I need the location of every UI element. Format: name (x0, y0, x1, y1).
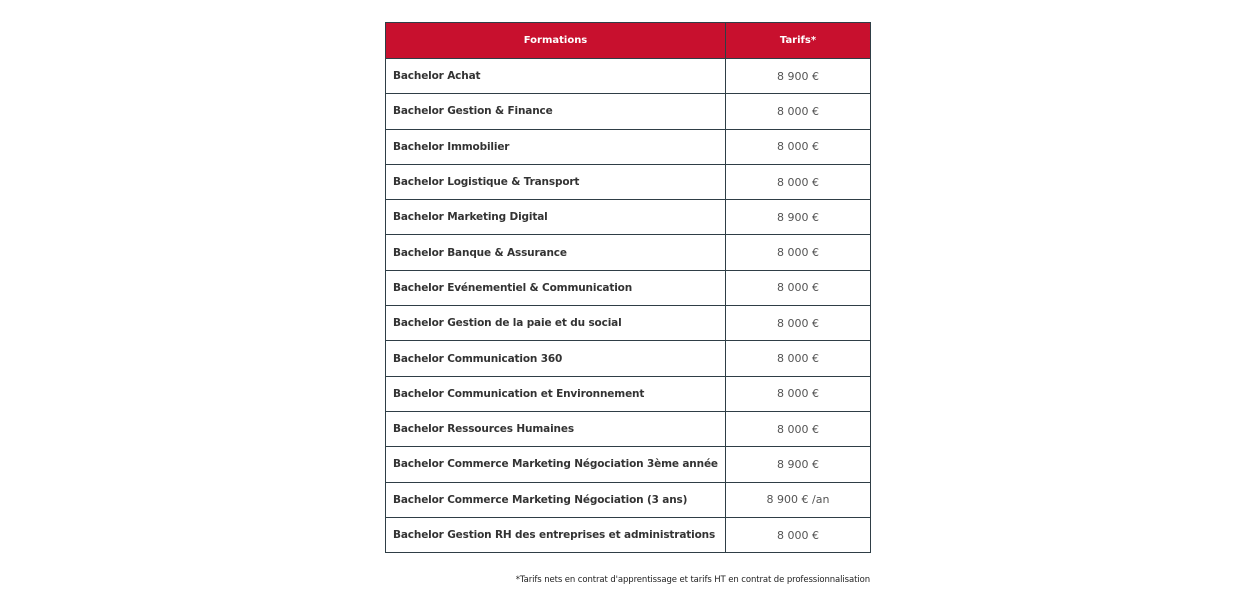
footnote: *Tarifs nets en contrat d'apprentissage et tarifs HT en contrat de professionnalisation (515, 575, 870, 585)
formation-cell: Bachelor Ressources Humaines (386, 411, 726, 446)
tarif-cell: 8 900 € /an (726, 482, 871, 517)
tarif-cell: 8 000 € (726, 411, 871, 446)
tarif-cell: 8 000 € (726, 129, 871, 164)
header-formations: Formations (386, 23, 726, 59)
table-row (386, 411, 871, 446)
table-row (386, 129, 871, 164)
formation-cell: Bachelor Communication 360 (386, 341, 726, 376)
formation-cell: Bachelor Commerce Marketing Négociation 3ème année (386, 447, 726, 482)
table-row (386, 306, 871, 341)
formation-cell: Bachelor Evénementiel & Communication (386, 270, 726, 305)
tarif-cell: 8 900 € (726, 59, 871, 94)
tarif-cell: 8 000 € (726, 94, 871, 129)
table-row (386, 482, 871, 517)
formation-cell: Bachelor Marketing Digital (386, 200, 726, 235)
table-body (386, 59, 871, 553)
formation-cell: Bachelor Communication et Environnement (386, 376, 726, 411)
table-header (386, 23, 871, 59)
formation-cell: Bachelor Banque & Assurance (386, 235, 726, 270)
table-row (386, 376, 871, 411)
header-row (386, 23, 871, 59)
tarifs-table (385, 22, 871, 553)
tarif-cell: 8 000 € (726, 517, 871, 552)
tarif-cell: 8 900 € (726, 200, 871, 235)
tarif-cell: 8 000 € (726, 164, 871, 199)
table-row (386, 164, 871, 199)
tarif-cell: 8 000 € (726, 376, 871, 411)
table-row (386, 341, 871, 376)
table-row (386, 447, 871, 482)
tarif-cell: 8 900 € (726, 447, 871, 482)
formation-cell: Bachelor Gestion de la paie et du social (386, 306, 726, 341)
formation-cell: Bachelor Achat (386, 59, 726, 94)
table-row (386, 200, 871, 235)
table-row (386, 270, 871, 305)
tarif-cell: 8 000 € (726, 235, 871, 270)
tarif-cell: 8 000 € (726, 270, 871, 305)
formation-cell: Bachelor Immobilier (386, 129, 726, 164)
table-row (386, 94, 871, 129)
header-tarifs: Tarifs* (726, 23, 871, 59)
tarif-cell: 8 000 € (726, 306, 871, 341)
formation-cell: Bachelor Gestion & Finance (386, 94, 726, 129)
table-row (386, 235, 871, 270)
formation-cell: Bachelor Commerce Marketing Négociation (3 ans) (386, 482, 726, 517)
table-row (386, 517, 871, 552)
table-row (386, 59, 871, 94)
tarif-cell: 8 000 € (726, 341, 871, 376)
formation-cell: Bachelor Logistique & Transport (386, 164, 726, 199)
formation-cell: Bachelor Gestion RH des entreprises et administrations (386, 517, 726, 552)
